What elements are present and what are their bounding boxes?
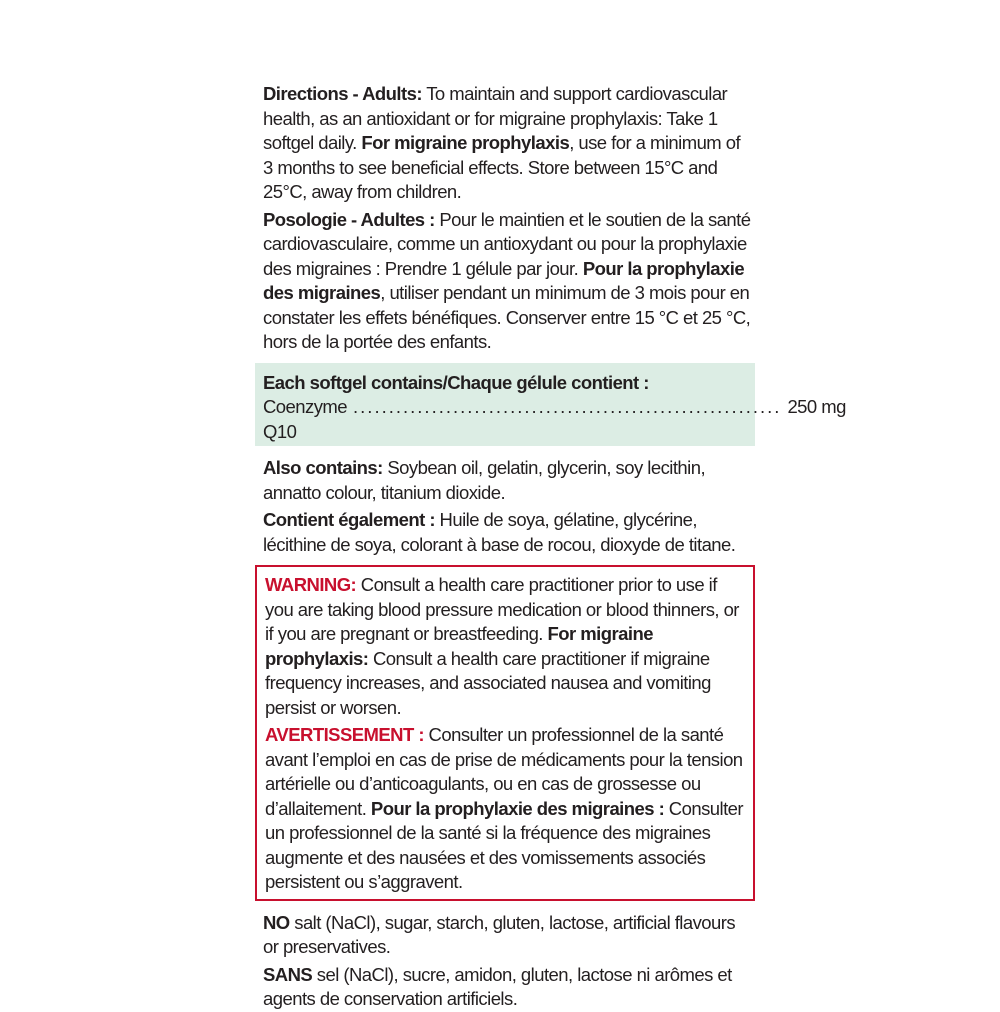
free-from-text-fr: sel (NaCl), sucre, amidon, gluten, lactose ni arômes et agents de conservation artificiels.	[263, 963, 732, 1009]
directions-text-en: To maintain and support cardiovascular health, as an antioxidant or for migraine prophylaxis: Take 1 softgel daily.	[263, 83, 728, 153]
migraine-prophylaxis-fr: Pour la prophylaxie des migraines	[263, 257, 745, 303]
warning-heading-en: WARNING:	[265, 574, 357, 595]
warning-text-fr-2: Consulter un professionnel de la santé si la fréquence des migraines augmente et des nausées et des vomissements associés persistent ou s’aggravent.	[265, 797, 744, 892]
free-from-section	[255, 901, 755, 1012]
also-contains-english	[263, 456, 751, 505]
directions-french	[263, 208, 751, 355]
directions-english	[263, 82, 751, 205]
also-contains-text-en: Soybean oil, gelatin, glycerin, soy lecithin, annatto colour, titanium dioxide.	[263, 457, 706, 503]
ingredients-heading: Each softgel contains/Chaque gélule contient :	[263, 371, 649, 393]
warning-french	[265, 723, 745, 895]
directions-text-en-2: , use for a minimum of 3 months to see beneficial effects. Store between 15°C and 25°C, away from children.	[263, 132, 741, 202]
warning-text-en: Consult a health care practitioner prior to use if you are taking blood pressure medication or blood thinners, or if you are pregnant or breastfeeding.	[265, 574, 739, 644]
ingredient-name: Coenzyme Q10	[263, 396, 348, 442]
migraine-prophylaxis-en: For migraine prophylaxis	[361, 132, 570, 153]
directions-heading-en: Directions - Adults:	[263, 83, 422, 104]
warning-migraine-fr: Pour la prophylaxie des migraines :	[370, 797, 665, 819]
warning-text-en-2: Consult a health care practitioner if migraine frequency increases, and associated nausea and vomiting persist or worsen.	[265, 647, 711, 718]
directions-text-fr: Pour le maintien et le soutien de la santé cardiovasculaire, comme un antioxydant ou pour la prophylaxie des migraines : Prendre 1 gélule par jour.	[263, 208, 751, 279]
free-from-french	[263, 963, 751, 1012]
free-from-heading-en: NO	[263, 911, 290, 933]
free-from-heading-fr: SANS	[263, 963, 313, 985]
also-contains-french	[263, 508, 751, 557]
also-contains-heading-en: Also contains:	[263, 457, 383, 478]
also-contains-heading-fr: Contient également :	[263, 509, 435, 530]
warning-migraine-en: For migraine prophylaxis:	[265, 623, 653, 669]
ingredient-row	[263, 395, 846, 444]
warning-text-fr: Consulter un professionnel de la santé avant l’emploi en cas de prise de médicaments pour la tension artérielle ou d’anticoagulants, ou en cas de grossesse ou d’allaitement.	[265, 724, 743, 819]
leader-dots: ............................................................	[353, 396, 782, 417]
also-contains-section	[255, 446, 755, 557]
directions-heading-fr: Posologie - Adultes :	[263, 208, 435, 230]
free-from-english	[263, 911, 751, 960]
warning-english	[265, 573, 745, 720]
warning-box	[255, 565, 755, 901]
directions-section	[255, 78, 755, 355]
ingredients-panel	[255, 363, 846, 447]
warning-heading-fr: AVERTISSEMENT :	[265, 724, 424, 745]
directions-text-fr-2: , utiliser pendant un minimum de 3 mois pour en constater les effets bénéfiques. Conserver entre 15 °C et 25 °C, hors de la portée des enfants.	[263, 282, 751, 352]
also-contains-text-fr: Huile de soya, gélatine, glycérine, lécithine de soya, colorant à base de rocou, dioxyde de titane.	[263, 509, 736, 555]
ingredient-amount: 250 mg	[787, 396, 846, 417]
free-from-text-en: salt (NaCl), sugar, starch, gluten, lactose, artificial flavours or preservatives.	[263, 911, 736, 957]
product-label	[255, 78, 846, 1012]
